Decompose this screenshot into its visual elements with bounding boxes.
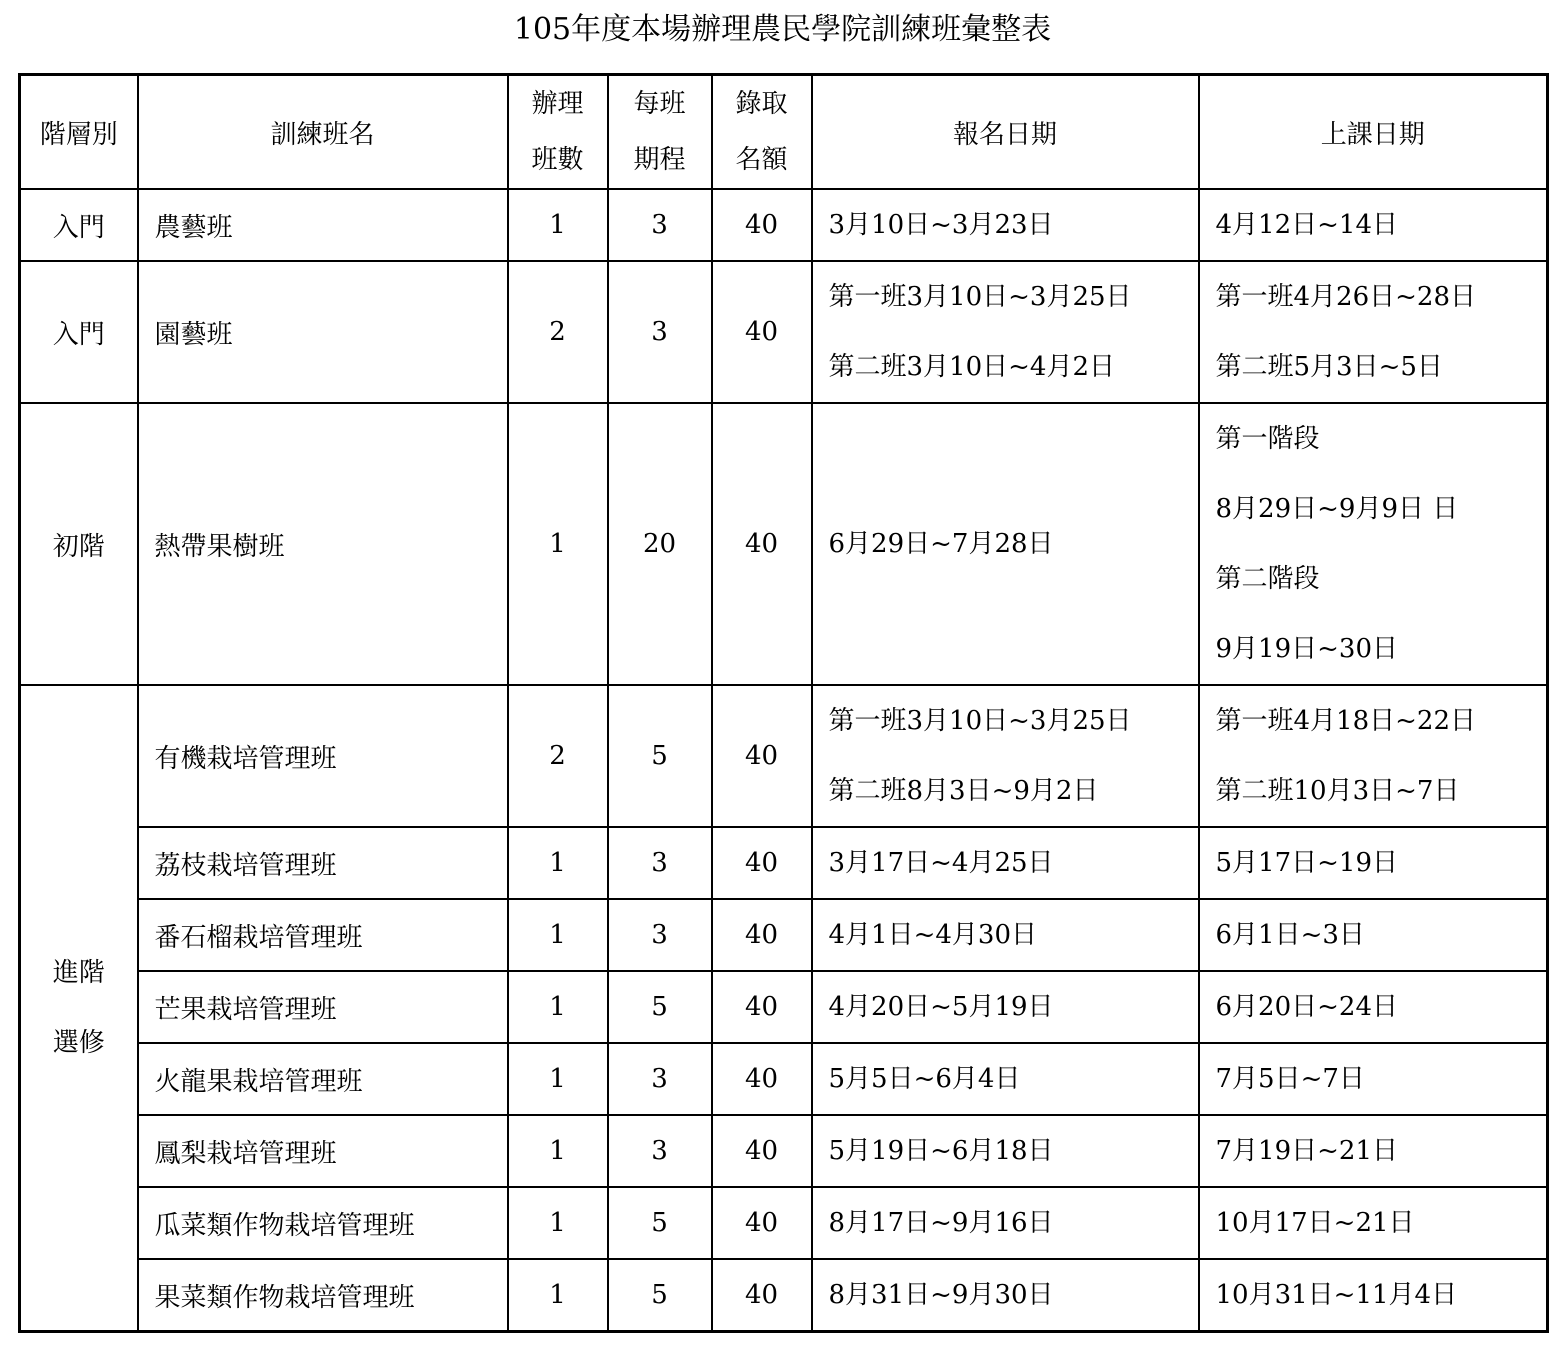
signup-dates-cell [812,685,1199,827]
table-row [20,1115,1548,1187]
class-dates-cell-line: 9月19日~30日 [1215,634,1398,664]
quota-cell: 40 [712,1115,812,1187]
level-cell-line: 進階 [52,958,105,988]
level-cell [20,685,138,1332]
class-count-cell: 1 [508,1259,608,1332]
header-class-dates: 上課日期 [1199,75,1548,190]
header-line: 每班 [633,89,686,119]
signup-dates-cell [812,403,1199,685]
table-row [20,1187,1548,1259]
class-dates-cell-line: 第二階段 [1215,564,1320,594]
signup-dates-cell-line: 3月17日~4月25日 [828,848,1054,878]
class-dates-cell-line: 10月17日~21日 [1215,1208,1415,1238]
signup-dates-cell-line: 第一班3月10日~3月25日 [828,706,1132,736]
class-name-cell: 火龍果栽培管理班 [138,1043,508,1115]
signup-dates-cell [812,261,1199,403]
class-name-cell: 荔枝栽培管理班 [138,827,508,899]
header-line: 期程 [633,145,686,175]
class-dates-cell-line: 6月1日~3日 [1215,920,1365,950]
days-cell: 3 [608,899,712,971]
table-row [20,261,1548,403]
class-dates-cell [1199,685,1548,827]
quota-cell: 40 [712,403,812,685]
class-name-cell: 農藝班 [138,189,508,261]
class-count-cell: 2 [508,685,608,827]
class-dates-cell-line: 7月19日~21日 [1215,1136,1398,1166]
signup-dates-cell [812,1259,1199,1332]
header-quota [712,75,812,190]
class-dates-cell [1199,1187,1548,1259]
class-dates-cell [1199,261,1548,403]
header-line: 名額 [735,145,788,175]
class-name-cell: 園藝班 [138,261,508,403]
days-cell: 5 [608,1187,712,1259]
class-name-cell: 番石榴栽培管理班 [138,899,508,971]
signup-dates-cell [812,189,1199,261]
table-row [20,1259,1548,1332]
header-level: 階層別 [20,75,138,190]
table-row [20,1043,1548,1115]
class-dates-cell-line: 第一班4月18日~22日 [1215,706,1476,736]
level-cell: 入門 [20,261,138,403]
signup-dates-cell-line: 8月31日~9月30日 [828,1280,1054,1310]
class-dates-cell [1199,189,1548,261]
quota-cell: 40 [712,189,812,261]
days-cell: 3 [608,1115,712,1187]
days-cell: 3 [608,827,712,899]
class-name-cell: 鳳梨栽培管理班 [138,1115,508,1187]
level-cell: 入門 [20,189,138,261]
signup-dates-cell-line: 3月10日~3月23日 [828,210,1054,240]
class-dates-cell-line: 6月20日~24日 [1215,992,1398,1022]
quota-cell: 40 [712,1187,812,1259]
document-title: 105年度本場辦理農民學院訓練班彙整表 [513,12,1052,47]
header-line: 錄取 [735,89,788,119]
class-count-cell: 1 [508,403,608,685]
signup-dates-cell-line: 第二班8月3日~9月2日 [828,776,1099,806]
table-row [20,189,1548,261]
class-dates-cell-line: 5月17日~19日 [1215,848,1398,878]
class-name-cell: 果菜類作物栽培管理班 [138,1259,508,1332]
signup-dates-cell-line: 5月5日~6月4日 [828,1064,1021,1094]
table-row [20,827,1548,899]
quota-cell: 40 [712,899,812,971]
signup-dates-cell-line: 6月29日~7月28日 [828,529,1054,559]
signup-dates-cell-line: 8月17日~9月16日 [828,1208,1054,1238]
class-name-cell: 瓜菜類作物栽培管理班 [138,1187,508,1259]
header-line: 班數 [531,145,584,175]
header-class-count [508,75,608,190]
table-row [20,899,1548,971]
signup-dates-cell [812,1187,1199,1259]
header-row [20,75,1548,190]
class-dates-cell-line: 第一班4月26日~28日 [1215,282,1476,312]
class-count-cell: 1 [508,827,608,899]
header-days [608,75,712,190]
signup-dates-cell-line: 第二班3月10日~4月2日 [828,352,1115,382]
quota-cell: 40 [712,261,812,403]
table-row [20,403,1548,685]
signup-dates-cell [812,899,1199,971]
class-name-cell: 芒果栽培管理班 [138,971,508,1043]
training-class-table [18,73,1549,1333]
quota-cell: 40 [712,971,812,1043]
quota-cell: 40 [712,1043,812,1115]
days-cell: 5 [608,1259,712,1332]
signup-dates-cell-line: 4月1日~4月30日 [828,920,1037,950]
class-dates-cell [1199,827,1548,899]
class-name-cell: 有機栽培管理班 [138,685,508,827]
class-dates-cell-line: 7月5日~7日 [1215,1064,1365,1094]
level-cell: 初階 [20,403,138,685]
signup-dates-cell [812,827,1199,899]
table-row [20,971,1548,1043]
table-row [20,685,1548,827]
signup-dates-cell-line: 5月19日~6月18日 [828,1136,1054,1166]
quota-cell: 40 [712,1259,812,1332]
class-dates-cell [1199,1115,1548,1187]
signup-dates-cell-line: 4月20日~5月19日 [828,992,1054,1022]
class-count-cell: 1 [508,899,608,971]
class-dates-cell-line: 第一階段 [1215,424,1320,454]
class-dates-cell-line: 第二班5月3日~5日 [1215,352,1443,382]
days-cell: 20 [608,403,712,685]
header-signup-dates: 報名日期 [812,75,1199,190]
class-dates-cell-line: 8月29日~9月9日 日 [1215,494,1459,524]
signup-dates-cell-line: 第一班3月10日~3月25日 [828,282,1132,312]
class-count-cell: 1 [508,971,608,1043]
class-dates-cell [1199,1043,1548,1115]
class-dates-cell-line: 4月12日~14日 [1215,210,1398,240]
class-count-cell: 1 [508,1043,608,1115]
days-cell: 3 [608,261,712,403]
signup-dates-cell [812,1043,1199,1115]
class-dates-cell [1199,403,1548,685]
class-count-cell: 1 [508,1115,608,1187]
class-dates-cell-line: 第二班10月3日~7日 [1215,776,1460,806]
class-count-cell: 1 [508,189,608,261]
signup-dates-cell [812,971,1199,1043]
quota-cell: 40 [712,685,812,827]
days-cell: 5 [608,685,712,827]
class-dates-cell [1199,971,1548,1043]
class-dates-cell [1199,1259,1548,1332]
class-dates-cell-line: 10月31日~11月4日 [1215,1280,1458,1310]
header-class-name: 訓練班名 [138,75,508,190]
level-cell-line: 選修 [52,1028,105,1058]
quota-cell: 40 [712,827,812,899]
class-dates-cell [1199,899,1548,971]
signup-dates-cell [812,1115,1199,1187]
header-line: 辦理 [531,89,584,119]
days-cell: 3 [608,1043,712,1115]
days-cell: 5 [608,971,712,1043]
days-cell: 3 [608,189,712,261]
class-count-cell: 2 [508,261,608,403]
class-name-cell: 熱帶果樹班 [138,403,508,685]
class-count-cell: 1 [508,1187,608,1259]
